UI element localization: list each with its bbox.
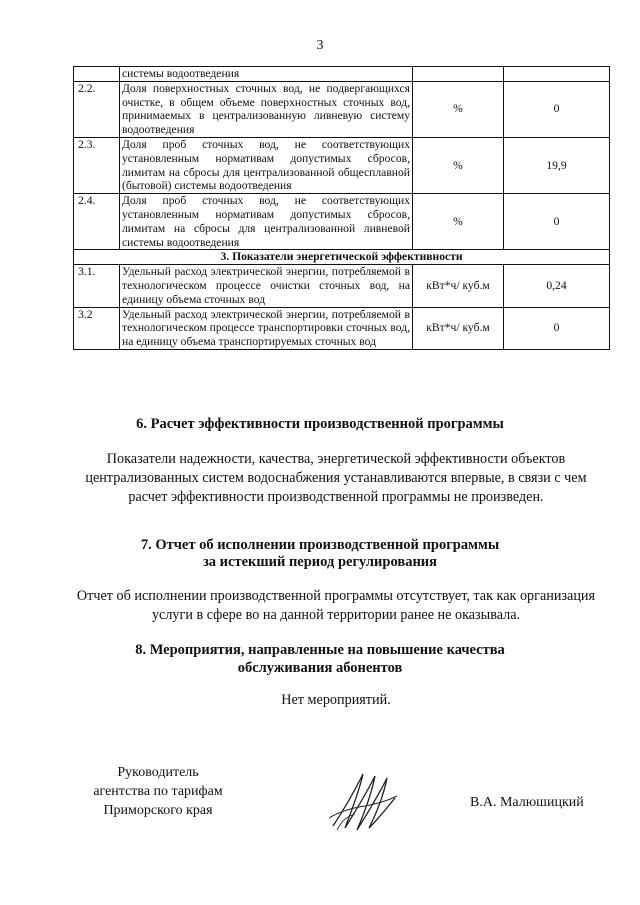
section-7-title-line2: за истекший период регулирования xyxy=(202,554,438,570)
signatory-role-line1: Руководитель xyxy=(117,765,199,780)
table-row xyxy=(74,194,610,250)
signatory-role-line2: агентства по тарифам xyxy=(93,784,223,799)
signatory-name: В.А. Малюшицкий xyxy=(470,795,584,810)
row-number: 3.2 xyxy=(74,307,120,349)
row-value xyxy=(504,67,610,82)
row-unit: % xyxy=(413,194,504,250)
row-description: Удельный расход электрической энергии, потребляемой в технологическом процессе очистки сточных вод, на единицу объема сточных вод xyxy=(120,265,413,307)
row-value: 19,9 xyxy=(504,137,610,193)
row-unit: % xyxy=(413,137,504,193)
table-row xyxy=(74,137,610,193)
section-6-title: 6. Расчет эффективности производственной программы xyxy=(136,416,504,432)
row-number: 2.4. xyxy=(74,194,120,250)
handwritten-signature-icon xyxy=(325,768,400,838)
indicators-table xyxy=(73,66,610,350)
section-7-title-line1: 7. Отчет об исполнении производственной программы xyxy=(140,537,500,553)
table-row xyxy=(74,307,610,349)
row-unit: % xyxy=(413,81,504,137)
signatory-role-line3: Приморского края xyxy=(103,803,213,818)
section-3-title: 3. Показатели энергетической эффективности xyxy=(74,250,610,265)
row-value: 0,24 xyxy=(504,265,610,307)
section-8-title-line1: 8. Мероприятия, направленные на повышение качества xyxy=(135,642,505,658)
row-value: 0 xyxy=(504,81,610,137)
row-unit: кВт*ч/ куб.м xyxy=(413,265,504,307)
signatory-role xyxy=(88,763,228,820)
row-description: Доля проб сточных вод, не соответствующих установленным нормативам допустимых сбросов, лимитам на сбросы для централизованной общесплавной (бытовой) системы водоотведения xyxy=(120,137,413,193)
row-description: Доля проб сточных вод, не соответствующих установленным нормативам допустимых сбросов, лимитам на сбросы для централизованной ливневой системы водоотведения xyxy=(120,194,413,250)
row-number: 3.1. xyxy=(74,265,120,307)
table-row xyxy=(74,67,610,82)
row-unit: кВт*ч/ куб.м xyxy=(413,307,504,349)
section-7-text: Отчет об исполнении производственной программы отсутствует, так как организация услуги в сфере во на данной территории ранее не оказывала. xyxy=(76,588,596,623)
row-unit xyxy=(413,67,504,82)
row-value: 0 xyxy=(504,307,610,349)
table-row xyxy=(74,81,610,137)
page-number: 3 xyxy=(316,38,324,53)
section-header-row xyxy=(74,250,610,265)
row-number xyxy=(74,67,120,82)
row-number: 2.3. xyxy=(74,137,120,193)
section-8-title-line2: обслуживания абонентов xyxy=(237,660,403,676)
row-description: Удельный расход электрической энергии, потребляемой в технологическом процессе транспортировки сточных вод, на единицу объема транспортируемых сточных вод xyxy=(120,307,413,349)
section-8-text: Нет мероприятий. xyxy=(281,692,391,708)
section-6-text: Показатели надежности, качества, энергетической эффективности объектов централизованных систем водоснабжения устанавливаются впервые, в связи с чем расчет эффективности производственной программы не произведен. xyxy=(85,451,587,505)
row-description: Доля поверхностных сточных вод, не подвергающихся очистке, в общем объеме поверхностных сточных вод, принимаемых в централизованную ливневую систему водоотведения xyxy=(120,81,413,137)
row-number: 2.2. xyxy=(74,81,120,137)
row-description: системы водоотведения xyxy=(120,67,413,82)
row-value: 0 xyxy=(504,194,610,250)
table-row xyxy=(74,265,610,307)
